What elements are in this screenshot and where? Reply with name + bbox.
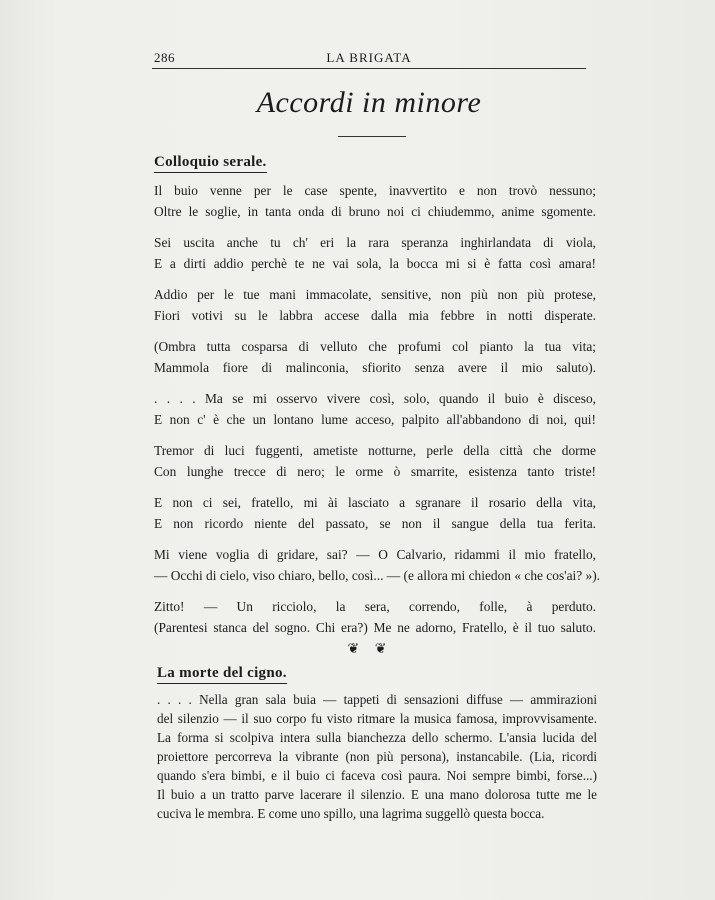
stanza	[154, 284, 596, 326]
poem-line: Fiori votivi su le labbra accese dalla mia febbre in notti disperate.	[154, 308, 596, 323]
poem-line: E non ci sei, fratello, mi ài lasciato a sgranare il rosario della vita,	[154, 495, 596, 510]
poem-line: — Occhi di cielo, viso chiaro, bello, così... — (e allora mi chiedon « che cos'ai? »).	[154, 568, 601, 583]
stanza	[154, 492, 596, 534]
title-rule	[338, 136, 406, 137]
stanza	[154, 544, 601, 586]
poem-line: Oltre le soglie, in tanta onda di bruno noi ci chiudemmo, anime sgomente.	[154, 204, 596, 219]
stanza	[154, 180, 596, 222]
running-head: LA BRIGATA	[326, 50, 412, 65]
section-heading-morte-del-cigno: La morte del cigno.	[157, 665, 287, 684]
poem-line: . . . . Ma se mi osservo vivere così, solo, quando il buio è disceso,	[154, 391, 596, 406]
poem-colloquio-serale	[154, 180, 601, 638]
poem-line: Mammola fiore di malinconia, sfiorito senza avere il mio saluto).	[154, 360, 596, 375]
poem-line: Mi viene voglia di gridare, sai? — O Calvario, ridammi il mio fratello,	[154, 547, 596, 562]
section-ornament: ❦ ❦	[347, 642, 393, 657]
prose-line: Il buio a un tratto parve lacerare il silenzio. E una mano dolorosa tutte me le	[157, 787, 597, 802]
prose-line: . . . . Nella gran sala buia — tappeti di sensazioni diffuse — ammirazioni	[157, 692, 597, 707]
article-title: Accordi in minore	[256, 86, 482, 119]
stanza	[154, 388, 596, 430]
poem-line: (Ombra tutta cosparsa di velluto che profumi col pianto la tua vita;	[154, 339, 596, 354]
stanza	[154, 596, 596, 638]
page-number: 286	[154, 50, 175, 65]
poem-line: Sei uscita anche tu ch' eri la rara speranza inghirlandata di viola,	[154, 235, 596, 250]
prose-line: La forma si scolpiva intera sulla bianchezza dello schermo. L'ansia lucida del	[157, 730, 597, 745]
stanza	[154, 336, 596, 378]
poem-line: E non ricordo niente del passato, se non il sangue della tua ferita.	[154, 516, 596, 531]
poem-line: (Parentesi stanca del sogno. Chi era?) Me ne adorno, Fratello, è il tuo saluto.	[154, 620, 596, 635]
stanza	[154, 440, 596, 482]
prose-morte-del-cigno	[157, 690, 597, 823]
poem-line: Con lunghe trecce di nero; le orme ò smarrite, esistenza tanto triste!	[154, 464, 596, 479]
poem-line: E non c' è che un lontano lume acceso, palpito all'abbandono di noi, qui!	[154, 412, 596, 427]
poem-line: Addio per le tue mani immacolate, sensitive, non più non più protese,	[154, 287, 596, 302]
prose-line: cuciva le membra. E come uno spillo, una lagrima suggellò questa bocca.	[157, 806, 545, 821]
prose-line: del silenzio — il suo corpo fu visto ritmare la musica famosa, improvvisamente.	[157, 711, 597, 726]
poem-line: Il buio venne per le case spente, inavvertito e non trovò nessuno;	[154, 183, 596, 198]
stanza	[154, 232, 596, 274]
poem-line: Zitto! — Un ricciolo, la sera, correndo, folle, à perduto.	[154, 599, 596, 614]
poem-line: E a dirti addio perchè te ne vai sola, la bocca mi si è fatta così amara!	[154, 256, 596, 271]
poem-line: Tremor di luci fuggenti, ametiste notturne, perle della città che dorme	[154, 443, 596, 458]
page-header	[152, 50, 586, 69]
section-heading-colloquio: Colloquio serale.	[154, 154, 267, 173]
prose-line: quando s'era bimbi, e il buio ci faceva così paura. Noi sempre bimbi, forse...)	[157, 768, 597, 783]
prose-line: proiettore percorreva la vibrante (non più persona), instancabile. (Lia, ricordi	[157, 749, 597, 764]
